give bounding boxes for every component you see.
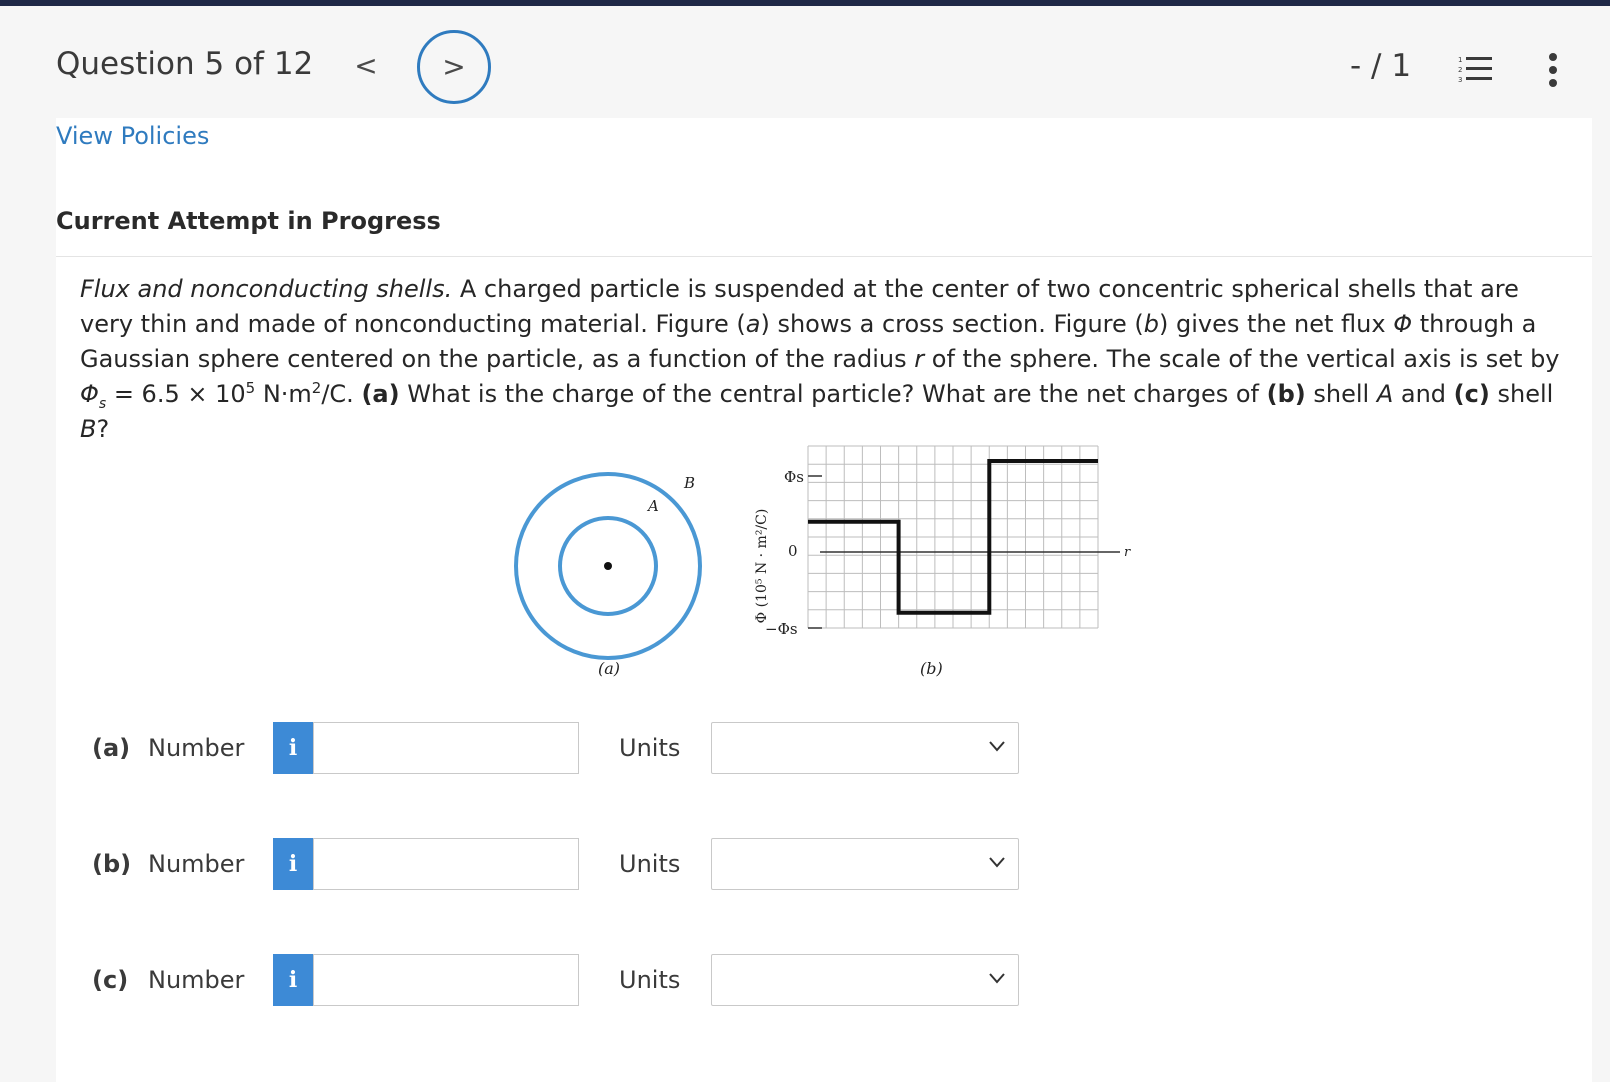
tick-label-zero: 0 bbox=[788, 542, 798, 560]
number-input[interactable] bbox=[313, 954, 579, 1006]
divider bbox=[56, 256, 1592, 257]
x-axis-label: r bbox=[1124, 545, 1131, 560]
part-label: (c) bbox=[92, 966, 129, 994]
chevron-down-icon bbox=[988, 972, 1006, 984]
svg-text:3: 3 bbox=[1458, 76, 1463, 84]
shell-b-label: B bbox=[684, 474, 696, 492]
chart-grid bbox=[808, 446, 1098, 628]
chevron-down-icon bbox=[988, 740, 1006, 752]
figure-a-caption: (a) bbox=[598, 659, 621, 678]
attempt-heading: Current Attempt in Progress bbox=[56, 207, 441, 235]
shell-a-label: A bbox=[648, 497, 659, 515]
question-text: Flux and nonconducting shells. A charged particle is suspended at the center of two concentric spherical shells that are very thin and made of nonconducting material. Figure (a) shows a cross section. Figure (b) gives the net flux Φ through a Gaussian sphere centered on the particle, as a function of the radius r of the sphere. The scale of the vertical axis is set by $\Phi_s = 6.5 \times 10^5$ $N\cdot m^2/C$. (a) What is the charge of the central particle? What are the net charges of (b) shell A and (c) shell B? bbox=[80, 275, 1560, 443]
info-button[interactable]: i bbox=[273, 838, 313, 890]
tick-label-bottom: −Φs bbox=[765, 620, 798, 638]
y-axis-label: Φ (10⁵ N · m²/C) bbox=[754, 508, 770, 624]
svg-text:1: 1 bbox=[1458, 56, 1463, 64]
view-policies-link[interactable]: View Policies bbox=[56, 122, 210, 150]
units-label: Units bbox=[619, 966, 681, 994]
figure-b-caption: (b) bbox=[920, 659, 943, 678]
number-input[interactable] bbox=[313, 838, 579, 890]
figure bbox=[480, 418, 1160, 708]
question-list-icon[interactable] bbox=[1458, 54, 1492, 84]
part-label: (b) bbox=[92, 850, 132, 878]
next-question-button[interactable]: > bbox=[417, 30, 491, 104]
more-options-icon[interactable] bbox=[1545, 51, 1561, 89]
units-dropdown[interactable] bbox=[711, 838, 1019, 890]
units-label: Units bbox=[619, 734, 681, 762]
question-header bbox=[0, 6, 1610, 118]
question-counter: Question 5 of 12 bbox=[56, 46, 314, 82]
tick-label-top: Φs bbox=[784, 468, 804, 486]
chevron-down-icon bbox=[988, 856, 1006, 868]
central-particle bbox=[604, 562, 612, 570]
score-display: - / 1 bbox=[1350, 48, 1412, 84]
number-label: Number bbox=[148, 850, 245, 878]
number-label: Number bbox=[148, 734, 245, 762]
svg-text:2: 2 bbox=[1458, 66, 1463, 74]
previous-question-button[interactable]: < bbox=[354, 49, 378, 82]
y-tick-marks bbox=[808, 476, 822, 628]
number-input[interactable] bbox=[313, 722, 579, 774]
info-button[interactable]: i bbox=[273, 954, 313, 1006]
info-button[interactable]: i bbox=[273, 722, 313, 774]
units-dropdown[interactable] bbox=[711, 722, 1019, 774]
part-label: (a) bbox=[92, 734, 131, 762]
number-label: Number bbox=[148, 966, 245, 994]
units-dropdown[interactable] bbox=[711, 954, 1019, 1006]
units-label: Units bbox=[619, 850, 681, 878]
